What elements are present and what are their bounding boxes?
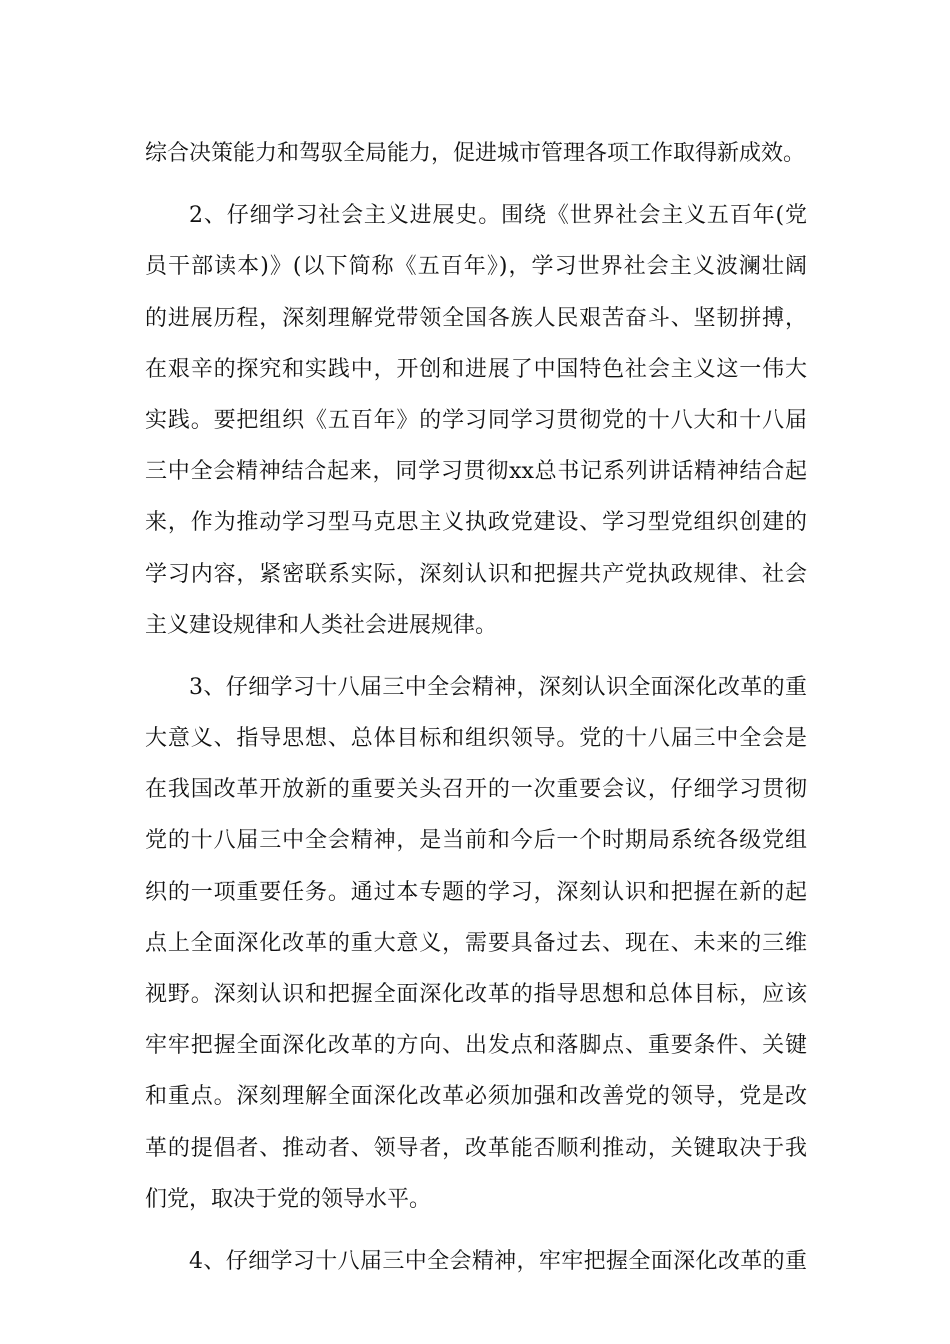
paragraph-gap <box>145 651 807 662</box>
paragraph-4 <box>145 1236 807 1287</box>
text-line: 党的十八届三中全会精神，是当前和今后一个时期局系统各级党组 <box>145 828 807 854</box>
text-line: 来，作为推动学习型马克思主义执政党建设、学习型党组织创建的 <box>145 510 807 536</box>
text-line: 大意义、指导思想、总体目标和组织领导。党的十八届三中全会是 <box>145 726 807 752</box>
text-line: 和重点。深刻理解全面深化改革必须加强和改善党的领导，党是改 <box>145 1084 807 1110</box>
text-line: 3、仔细学习十八届三中全会精神，深刻认识全面深化改革的重 <box>189 674 807 700</box>
text-line: 员干部读本)》(以下简称《五百年》)，学习世界社会主义波澜壮阔 <box>145 254 807 280</box>
paragraph-1-tail <box>145 128 807 179</box>
text-line: 在艰辛的探究和实践中，开创和进展了中国特色社会主义这一伟大 <box>145 356 807 382</box>
text-line: 织的一项重要任务。通过本专题的学习，深刻认识和把握在新的起 <box>145 879 807 905</box>
text-line: 4、仔细学习十八届三中全会精神，牢牢把握全面深化改革的重 <box>189 1248 807 1274</box>
text-line: 实践。要把组织《五百年》的学习同学习贯彻党的十八大和十八届 <box>145 407 807 433</box>
text-line: 综合决策能力和驾驭全局能力，促进城市管理各项工作取得新成效。 <box>145 141 806 166</box>
paragraph-3 <box>145 662 807 1225</box>
text-line: 2、仔细学习社会主义进展史。围绕《世界社会主义五百年(党 <box>189 203 807 229</box>
text-line: 革的提倡者、推动者、领导者，改革能否顺利推动，关键取决于我 <box>145 1135 807 1161</box>
text-line: 视野。深刻认识和把握全面深化改革的指导思想和总体目标，应该 <box>145 982 807 1007</box>
text-line: 的进展历程，深刻理解党带领全国各族人民艰苦奋斗、坚韧拼搏， <box>145 305 807 331</box>
paragraph-2 <box>145 190 807 651</box>
text-line: 学习内容，紧密联系实际，深刻认识和把握共产党执政规律、社会 <box>145 561 807 587</box>
text-line: 三中全会精神结合起来，同学习贯彻xx总书记系列讲话精神结合起 <box>145 459 807 485</box>
paragraph-gap <box>145 179 807 190</box>
text-line: 主义建设规律和人类社会进展规律。 <box>145 612 498 638</box>
text-line: 牢牢把握全面深化改革的方向、出发点和落脚点、重要条件、关键 <box>145 1033 807 1059</box>
paragraph-gap <box>145 1225 807 1236</box>
text-line: 们党，取决于党的领导水平。 <box>145 1186 432 1212</box>
document-body <box>145 128 807 1287</box>
text-line: 点上全面深化改革的重大意义，需要具备过去、现在、未来的三维 <box>145 930 807 956</box>
text-line: 在我国改革开放新的重要关头召开的一次重要会议，仔细学习贯彻 <box>145 777 807 803</box>
